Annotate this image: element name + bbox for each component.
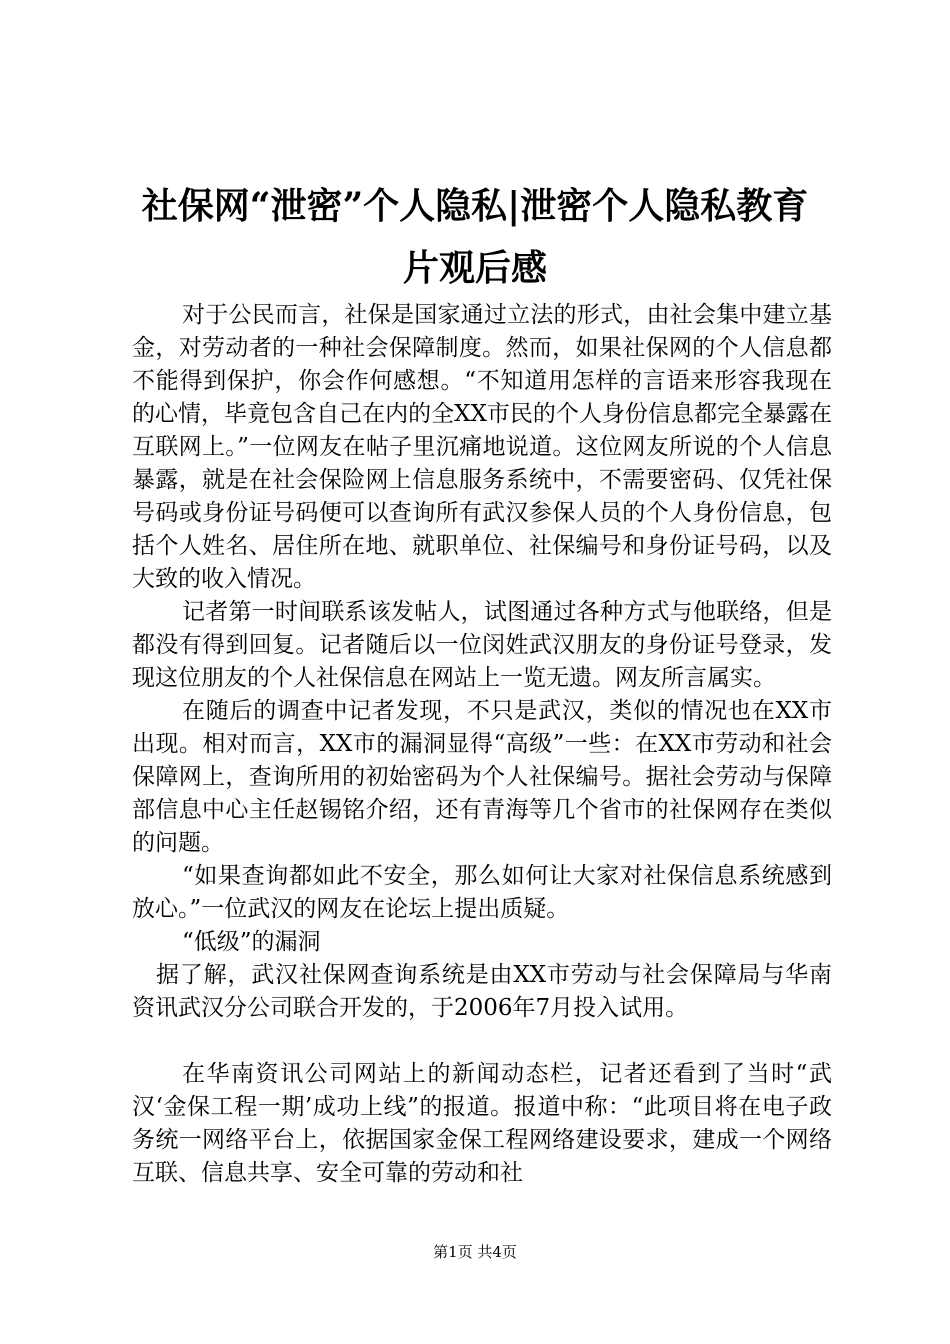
paragraph-4: “如果查询都如此不安全，那么如何让大家对社保信息系统感到放心。”一位武汉的网友在论坛上提出质疑。 [132, 863, 832, 922]
paragraph-6: 在华南资讯公司网站上的新闻动态栏，记者还看到了当时“武汉‘金保工程一期’成功上线”的报道。报道中称：“此项目将在电子政务统一网络平台上，依据国家金保工程网络建设要求，建成一个网络互联、信息共享、安全可靠的劳动和社 [132, 1061, 832, 1186]
paragraph-5: 据了解，武汉社保网查询系统是由XX市劳动与社会保障局与华南资讯武汉分公司联合开发的，于2006年7月投入试用。 [132, 962, 832, 1021]
blank-line [132, 1025, 832, 1058]
document-title-line-1: 社保网“泄密”个人隐私|泄密个人隐私教育 [141, 185, 809, 227]
paragraph-2: 记者第一时间联系该发帖人，试图通过各种方式与他联络，但是都没有得到回复。记者随后以一位闵姓武汉朋友的身份证号登录，发现这位朋友的个人社保信息在网站上一览无遗。网友所言属实。 [132, 599, 832, 691]
document-title-line-2: 片观后感 [402, 247, 547, 289]
paragraph-1: 对于公民而言，社保是国家通过立法的形式，由社会集中建立基金，对劳动者的一种社会保障制度。然而，如果社保网的个人信息都不能得到保护，你会作何感想。“不知道用怎样的言语来形容我现在的心情，毕竟包含自己在内的全XX市民的个人身份信息都完全暴露在互联网上。”一位网友在帖子里沉痛地说道。这位网友所说的个人信息暴露，就是在社会保险网上信息服务系统中，不需要密码、仅凭社保号码或身份证号码便可以查询所有武汉参保人员的个人身份信息，包括个人姓名、居住所在地、就职单位、社保编号和身份证号码，以及大致的收入情况。 [132, 302, 832, 592]
page-footer: 第1页 共4页 [433, 1243, 517, 1261]
document-body [132, 299, 832, 1190]
section-heading: “低级”的漏洞 [182, 929, 321, 955]
paragraph-3: 在随后的调查中记者发现，不只是武汉，类似的情况也在XX市出现。相对而言，XX市的漏洞显得“高级”一些：在XX市劳动和社会保障网上，查询所用的初始密码为个人社保编号。据社会劳动与保障部信息中心主任赵锡铭介绍，还有青海等几个省市的社保网存在类似的问题。 [132, 698, 832, 856]
